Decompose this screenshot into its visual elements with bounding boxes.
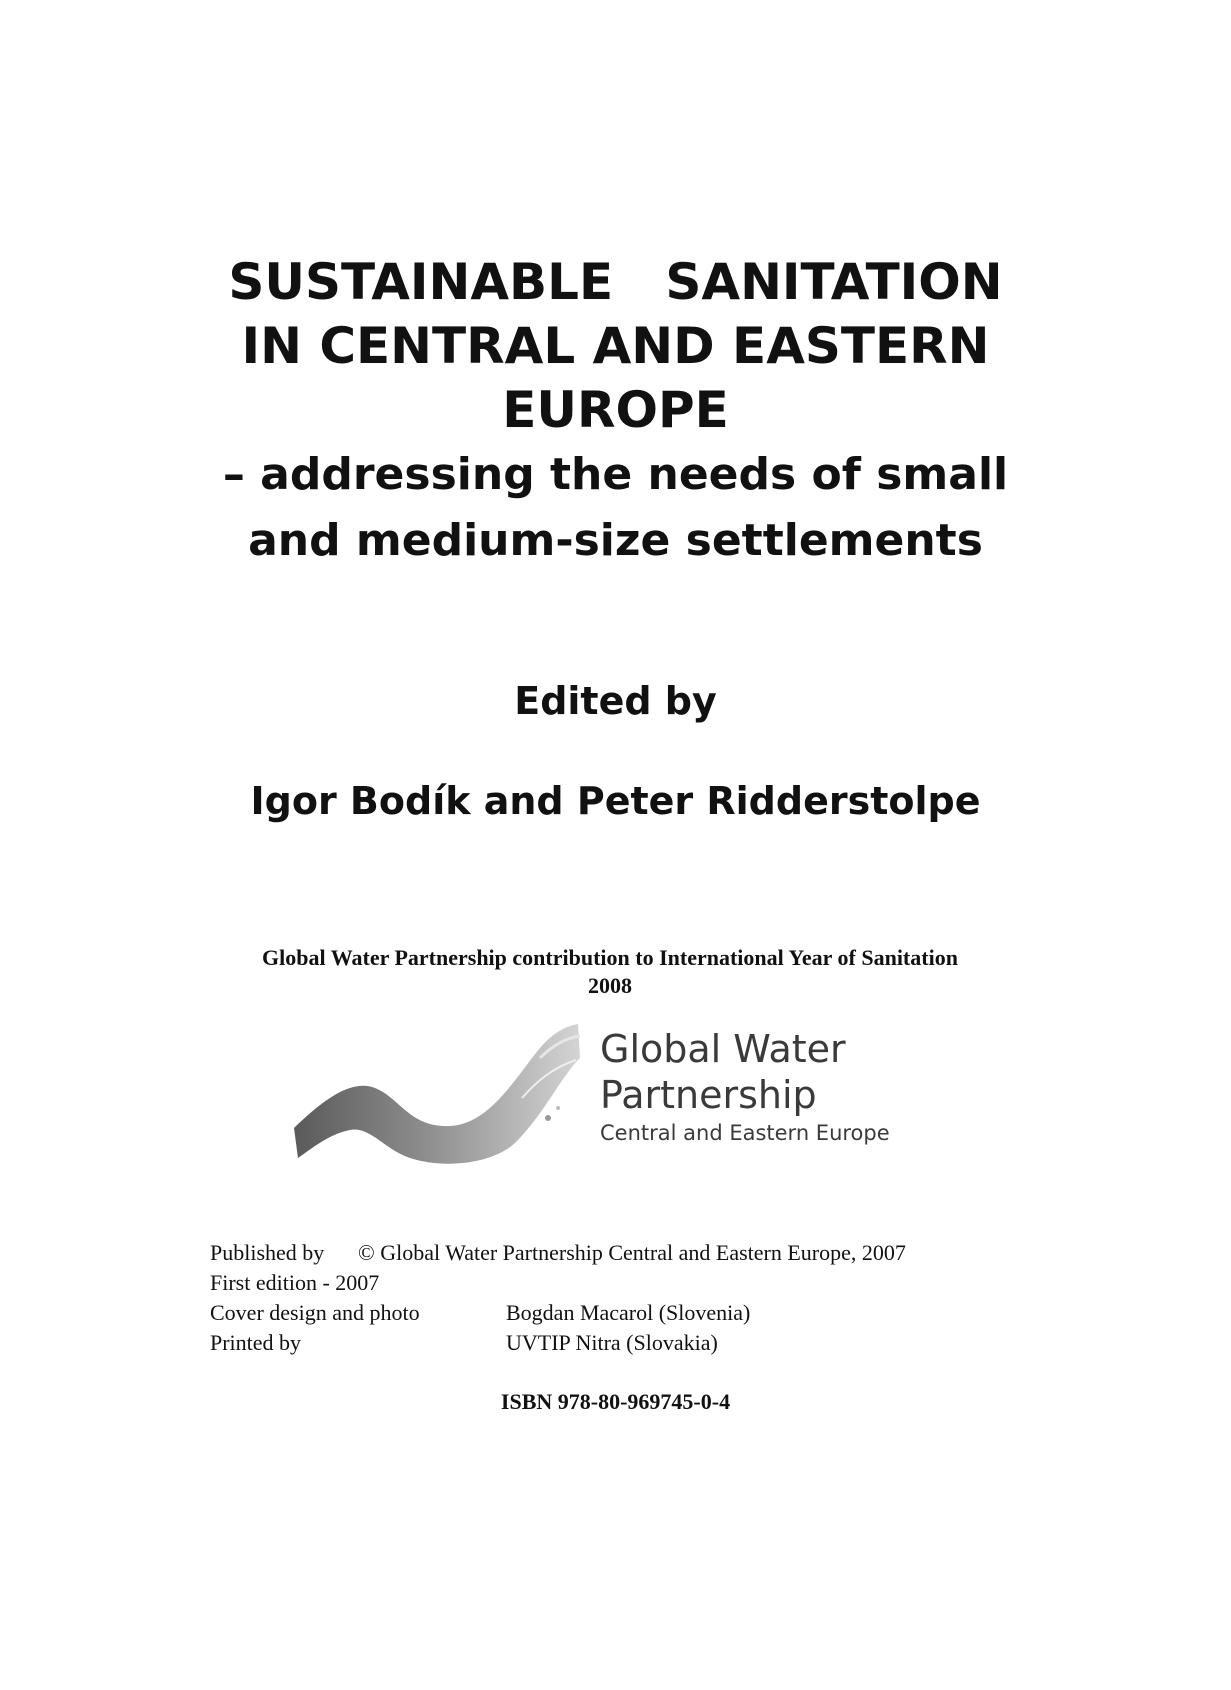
- title-line-3: EUROPE: [502, 381, 729, 439]
- imprint-edition-row: [210, 1268, 1030, 1298]
- imprint-cover-row: [210, 1298, 1030, 1328]
- edited-by-label: Edited by: [514, 679, 717, 723]
- published-by-label: Published by: [210, 1240, 325, 1265]
- cover-value: Bogdan Macarol (Slovenia): [506, 1300, 751, 1325]
- imprint-printed-row: [210, 1328, 1030, 1358]
- imprint-published-row: [210, 1238, 1030, 1268]
- logo-line-3: Central and Eastern Europe: [600, 1121, 890, 1145]
- contribution-statement: [190, 944, 1030, 1000]
- logo-line-2: Partnership: [600, 1073, 817, 1117]
- contribution-line-1: Global Water Partnership contribution to International Year of Sanitation: [262, 945, 958, 970]
- cover-label: Cover design and photo: [210, 1300, 420, 1325]
- title-line-2: IN CENTRAL AND EASTERN: [241, 317, 990, 375]
- printed-value: UVTIP Nitra (Slovakia): [506, 1330, 718, 1355]
- logo-wordmark: [600, 1026, 890, 1148]
- subtitle-line-2: and medium-size settlements: [248, 515, 983, 566]
- printed-label: Printed by: [210, 1330, 302, 1355]
- book-title: [0, 250, 1231, 574]
- subtitle-line-1: – addressing the needs of small: [222, 449, 1009, 500]
- isbn: ISBN 978-80-969745-0-4: [500, 1389, 731, 1414]
- imprint-block: [210, 1238, 1030, 1358]
- editors-names: Igor Bodík and Peter Ridderstolpe: [250, 779, 981, 823]
- edition-text: First edition - 2007: [210, 1270, 380, 1295]
- title-line-1: SUSTAINABLE SANITATION: [228, 253, 1003, 311]
- gwp-logo: [290, 1018, 970, 1168]
- contribution-line-2: 2008: [588, 973, 632, 998]
- wave-brush-icon: [290, 1018, 610, 1168]
- published-by-value: © Global Water Partnership Central and Eastern Europe, 2007: [358, 1240, 906, 1265]
- logo-line-1: Global Water: [600, 1027, 846, 1071]
